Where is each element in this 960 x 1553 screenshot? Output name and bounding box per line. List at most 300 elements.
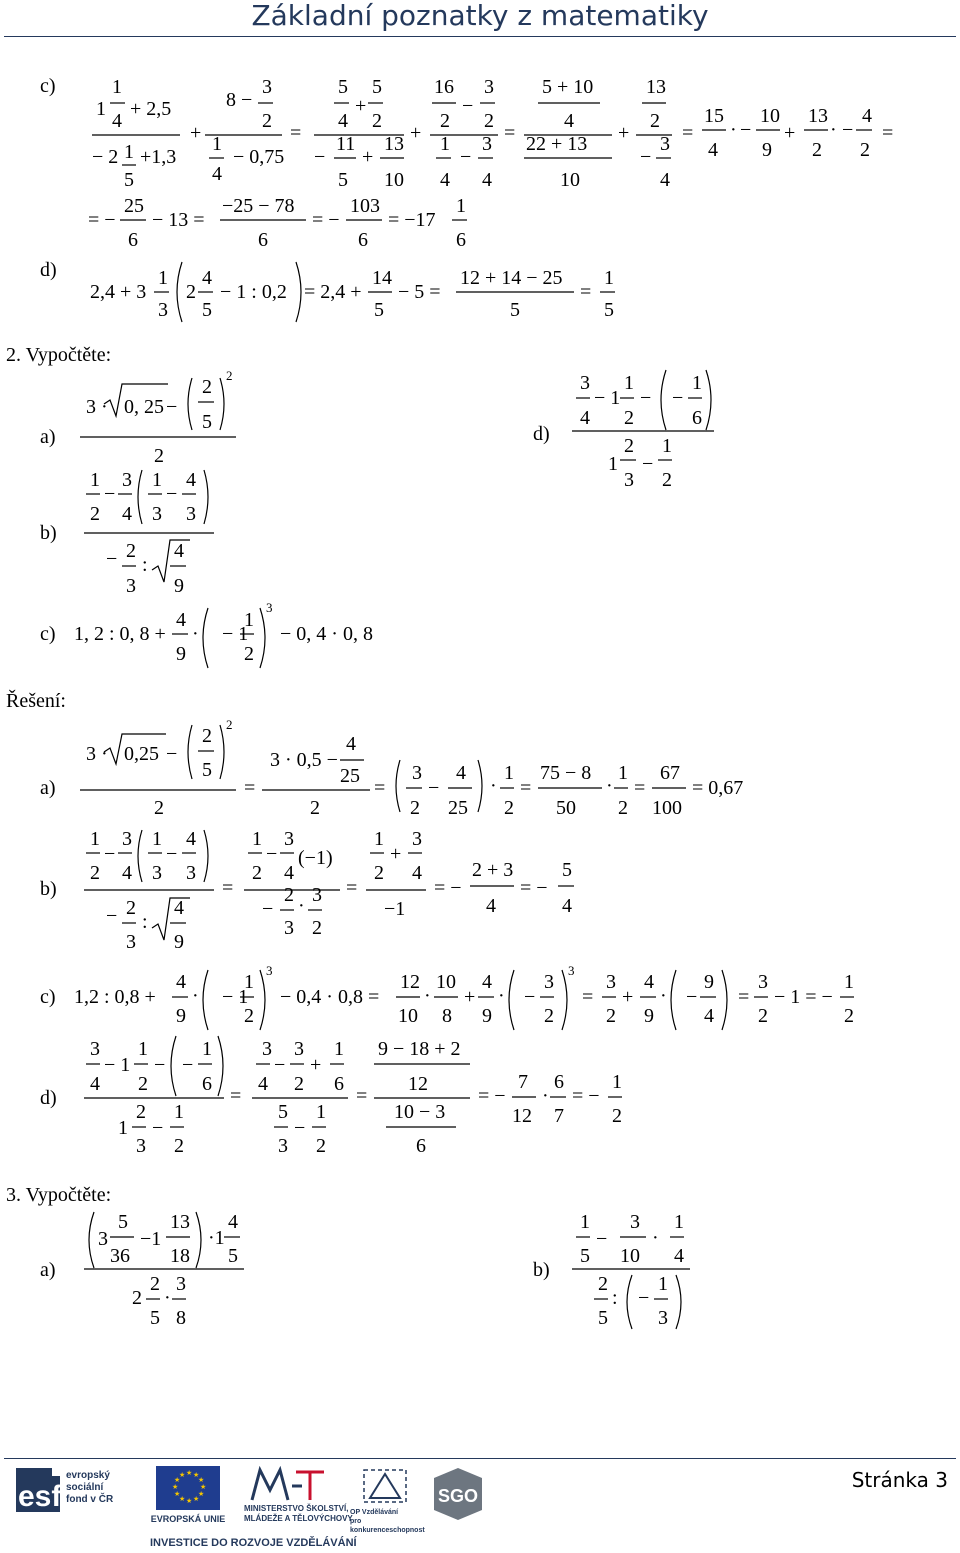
svg-text:36: 36 — [110, 1245, 130, 1267]
section-3-heading: 3. Vypočtěte: — [6, 1184, 112, 1206]
svg-text:11: 11 — [336, 133, 356, 155]
svg-text:18: 18 — [170, 1245, 190, 1267]
svg-text:3: 3 — [484, 76, 494, 98]
svg-text:3: 3 — [122, 469, 132, 491]
svg-text:9: 9 — [176, 643, 186, 665]
svg-text:67: 67 — [660, 762, 680, 784]
svg-text:6: 6 — [128, 229, 138, 251]
svg-text:·: · — [490, 775, 497, 797]
svg-text:·: · — [298, 895, 305, 917]
svg-text:− 0, 4 · 0, 8: − 0, 4 · 0, 8 — [280, 623, 373, 645]
svg-text:25: 25 — [340, 765, 360, 787]
svg-text:−: − — [152, 1117, 164, 1139]
svg-text:3: 3 — [122, 828, 132, 850]
svg-text:★: ★ — [198, 1490, 205, 1498]
op-logo — [338, 1466, 428, 1534]
svg-text:1: 1 — [692, 372, 702, 394]
label-a-3: a) — [40, 1259, 56, 1281]
svg-text:5: 5 — [562, 859, 572, 881]
svg-text:= −: = − — [478, 1085, 506, 1107]
label-d-top: d) — [40, 259, 57, 281]
svg-text:2: 2 — [812, 139, 822, 161]
svg-text:10: 10 — [384, 169, 404, 191]
svg-text:=: = — [290, 122, 302, 144]
svg-text:2: 2 — [440, 110, 450, 132]
svg-text:2: 2 — [132, 1287, 142, 1309]
msmt-text-1: MINISTERSTVO ŠKOLSTVÍ, — [244, 1504, 349, 1513]
svg-text:4: 4 — [338, 110, 348, 132]
svg-text:− 0,4 · 0,8 =: − 0,4 · 0,8 = — [280, 986, 380, 1008]
label-d-sol: d) — [40, 1087, 57, 1109]
svg-text:8 −: 8 − — [226, 89, 253, 111]
label-b-2: b) — [40, 522, 57, 544]
svg-text:6: 6 — [692, 407, 702, 429]
svg-text:3: 3 — [624, 469, 634, 491]
svg-text:1: 1 — [152, 469, 162, 491]
label-a-2: a) — [40, 426, 56, 448]
svg-text:9 − 18 + 2: 9 − 18 + 2 — [378, 1038, 461, 1060]
svg-text:−: − — [842, 119, 854, 141]
svg-text:1,2 : 0,8 +: 1,2 : 0,8 + — [74, 986, 156, 1008]
svg-text:−: − — [672, 387, 684, 409]
svg-text:2,4 + 3: 2,4 + 3 — [90, 281, 147, 303]
svg-text:2: 2 — [374, 862, 384, 884]
svg-text:3: 3 — [262, 76, 272, 98]
svg-text:= −: = − — [572, 1085, 600, 1107]
svg-text:−: − — [596, 1228, 608, 1250]
svg-text:8: 8 — [442, 1005, 452, 1027]
svg-text:3: 3 — [284, 828, 294, 850]
svg-text:0,25: 0,25 — [124, 743, 159, 765]
svg-text:=: = — [244, 777, 256, 799]
svg-text:4: 4 — [704, 1005, 714, 1027]
svg-text:−: − — [462, 95, 474, 117]
svg-text:12 + 14 − 25: 12 + 14 − 25 — [460, 267, 563, 289]
svg-text:2: 2 — [624, 407, 634, 429]
svg-text:25: 25 — [124, 195, 144, 217]
svg-text:1: 1 — [604, 267, 614, 289]
svg-text:2: 2 — [154, 797, 164, 819]
svg-text:2: 2 — [226, 368, 233, 383]
svg-text:9: 9 — [482, 1005, 492, 1027]
svg-text:3: 3 — [660, 133, 670, 155]
esf-text-1: evropský — [66, 1470, 110, 1481]
svg-text:+: + — [784, 122, 796, 144]
svg-text:4: 4 — [862, 105, 872, 127]
svg-text:4: 4 — [708, 139, 718, 161]
svg-text:=: = — [582, 986, 594, 1008]
svg-text:2: 2 — [126, 897, 136, 919]
svg-text:10 − 3: 10 − 3 — [394, 1101, 446, 1123]
svg-text:1: 1 — [608, 453, 618, 475]
label-c-2: c) — [40, 623, 56, 645]
svg-text:−: − — [104, 483, 116, 505]
svg-text:3: 3 — [186, 503, 196, 525]
svg-text::: : — [612, 1287, 618, 1309]
svg-text:4: 4 — [122, 862, 132, 884]
svg-text::: : — [142, 554, 148, 576]
svg-text:4: 4 — [674, 1245, 684, 1267]
svg-text:= −: = − — [434, 877, 462, 899]
svg-text:4: 4 — [486, 895, 496, 917]
svg-text:6: 6 — [456, 229, 466, 251]
svg-text:4: 4 — [174, 540, 184, 562]
svg-text:+: + — [362, 146, 374, 168]
svg-text:− 1 = −: − 1 = − — [774, 986, 833, 1008]
svg-text:1: 1 — [158, 267, 168, 289]
svg-text:2: 2 — [90, 503, 100, 525]
svg-text:2: 2 — [624, 435, 634, 457]
svg-text:★: ★ — [174, 1476, 181, 1484]
svg-text:−1: −1 — [140, 1228, 162, 1250]
svg-text:50: 50 — [556, 797, 576, 819]
investment-caption: INVESTICE DO ROZVOJE VZDĚLÁVÁNÍ — [150, 1537, 357, 1549]
svg-text:2: 2 — [138, 1073, 148, 1095]
svg-text:1: 1 — [618, 762, 628, 784]
svg-text:6: 6 — [416, 1135, 426, 1157]
svg-text:1: 1 — [334, 1038, 344, 1060]
svg-text:−: − — [106, 548, 118, 570]
svg-text:4: 4 — [174, 897, 184, 919]
svg-text:−: − — [740, 119, 752, 141]
svg-text:2: 2 — [484, 110, 494, 132]
svg-text:−: − — [460, 146, 472, 168]
svg-text:1: 1 — [90, 469, 100, 491]
svg-text:7: 7 — [518, 1071, 528, 1093]
svg-text:4: 4 — [258, 1073, 268, 1095]
svg-text:1: 1 — [612, 1071, 622, 1093]
svg-text:+: + — [410, 122, 422, 144]
msmt-text-2: MLÁDEŽE A TĚLOVÝCHOVY — [244, 1514, 353, 1523]
svg-text:2: 2 — [598, 1273, 608, 1295]
svg-text:2: 2 — [618, 797, 628, 819]
svg-text:4: 4 — [644, 971, 654, 993]
svg-text:5: 5 — [202, 759, 212, 781]
svg-text:9: 9 — [762, 139, 772, 161]
svg-text:0, 25: 0, 25 — [124, 396, 164, 418]
svg-text:1: 1 — [90, 828, 100, 850]
svg-text:1: 1 — [138, 1038, 148, 1060]
svg-text:= −: = − — [520, 877, 548, 899]
svg-text:4: 4 — [456, 762, 466, 784]
svg-text:4: 4 — [90, 1073, 100, 1095]
svg-text:12: 12 — [400, 971, 420, 993]
svg-text:5: 5 — [338, 76, 348, 98]
svg-text:2: 2 — [154, 445, 164, 467]
svg-text:★: ★ — [179, 1471, 186, 1479]
svg-text:2: 2 — [244, 643, 254, 665]
svg-text:1: 1 — [674, 1211, 684, 1233]
svg-text:− 13 =: − 13 = — [152, 209, 205, 231]
svg-text:5: 5 — [374, 299, 384, 321]
svg-text:3: 3 — [126, 931, 136, 953]
label-a-sol: a) — [40, 777, 56, 799]
svg-text:·: · — [498, 985, 505, 1007]
svg-text:− 0,75: − 0,75 — [233, 146, 285, 168]
svg-text:14: 14 — [372, 267, 392, 289]
svg-text:100: 100 — [652, 797, 682, 819]
svg-text:2: 2 — [860, 139, 870, 161]
svg-text:1: 1 — [152, 828, 162, 850]
svg-text:2: 2 — [504, 797, 514, 819]
svg-text:2: 2 — [150, 1273, 160, 1295]
svg-text:·: · — [652, 1227, 659, 1249]
esf-text-2: sociální — [66, 1482, 104, 1493]
svg-text:2: 2 — [294, 1073, 304, 1095]
op-triangle-icon — [360, 1466, 410, 1506]
svg-text:−: − — [686, 986, 698, 1008]
svg-text:·: · — [192, 623, 199, 645]
svg-text:+: + — [355, 95, 367, 117]
svg-text:3: 3 — [158, 299, 168, 321]
svg-text:·: · — [830, 119, 837, 141]
label-c-sol: c) — [40, 986, 56, 1008]
svg-text:2: 2 — [410, 797, 420, 819]
svg-text:4: 4 — [202, 267, 212, 289]
svg-text:3: 3 — [658, 1307, 668, 1329]
svg-text:5: 5 — [118, 1211, 128, 1233]
svg-text:1: 1 — [174, 1101, 184, 1123]
svg-text:·: · — [192, 985, 199, 1007]
eu-flag-icon — [156, 1466, 220, 1510]
svg-text:3: 3 — [580, 372, 590, 394]
msmt-mark-icon — [250, 1466, 330, 1502]
svg-text:− 2: − 2 — [92, 146, 119, 168]
svg-text:103: 103 — [350, 195, 380, 217]
svg-text:1: 1 — [112, 76, 122, 98]
svg-text:3: 3 — [126, 575, 136, 597]
svg-text:3: 3 — [90, 1038, 100, 1060]
svg-text:5: 5 — [202, 411, 212, 433]
svg-text:= 2,4 +: = 2,4 + — [304, 281, 362, 303]
svg-text:★: ★ — [172, 1483, 179, 1491]
svg-text:8: 8 — [176, 1307, 186, 1329]
sgo-logo — [430, 1466, 486, 1522]
svg-text:5: 5 — [228, 1245, 238, 1267]
svg-text:13: 13 — [384, 133, 404, 155]
svg-text:−: − — [166, 483, 178, 505]
svg-text:2: 2 — [202, 376, 212, 398]
svg-text:=: = — [374, 777, 386, 799]
svg-text:= −17: = −17 — [388, 209, 436, 231]
svg-text:1: 1 — [440, 133, 450, 155]
svg-text:1: 1 — [252, 828, 262, 850]
svg-text:10: 10 — [760, 105, 780, 127]
svg-text:6: 6 — [358, 229, 368, 251]
svg-text:−: − — [166, 743, 178, 765]
svg-text:9: 9 — [176, 1005, 186, 1027]
svg-text:5: 5 — [510, 299, 520, 321]
svg-text:4: 4 — [346, 733, 356, 755]
svg-text:4: 4 — [212, 163, 222, 185]
svg-text:= −: = − — [88, 209, 116, 231]
svg-text:− 1: − 1 — [104, 1054, 131, 1076]
svg-text:1: 1 — [658, 1273, 668, 1295]
svg-text:2: 2 — [126, 540, 136, 562]
svg-text:12: 12 — [512, 1105, 532, 1127]
page-title: Základní poznatky z matematiky — [251, 0, 709, 32]
svg-text:16: 16 — [434, 76, 454, 98]
svg-text:5: 5 — [604, 299, 614, 321]
svg-text:=: = — [634, 777, 646, 799]
svg-text:3: 3 — [98, 1228, 108, 1250]
svg-text:6: 6 — [554, 1071, 564, 1093]
svg-text:2 + 3: 2 + 3 — [472, 859, 514, 881]
svg-text:+: + — [390, 843, 402, 865]
svg-text:3: 3 — [176, 1273, 186, 1295]
svg-text:12: 12 — [408, 1073, 428, 1095]
svg-text:+: + — [622, 986, 634, 1008]
svg-text:−: − — [640, 146, 652, 168]
svg-text:10: 10 — [560, 169, 580, 191]
svg-text:3: 3 — [262, 1038, 272, 1060]
svg-text:2: 2 — [316, 1135, 326, 1157]
eu-caption: EVROPSKÁ UNIE — [150, 1514, 226, 1524]
svg-text:=: = — [356, 1085, 368, 1107]
svg-text:= 0,67: = 0,67 — [692, 777, 744, 799]
svg-text:4: 4 — [412, 862, 422, 884]
svg-text:4: 4 — [176, 971, 186, 993]
svg-text:6: 6 — [334, 1073, 344, 1095]
svg-text:− 1: − 1 — [222, 986, 249, 1008]
svg-text:4: 4 — [580, 407, 590, 429]
svg-text:★: ★ — [179, 1495, 186, 1503]
svg-text:★: ★ — [200, 1483, 207, 1491]
svg-text:−: − — [154, 1054, 166, 1076]
svg-text:4: 4 — [112, 110, 122, 132]
svg-text:− 1: − 1 — [222, 623, 249, 645]
svg-text:4: 4 — [122, 503, 132, 525]
svg-text:★: ★ — [198, 1476, 205, 1484]
svg-text:=: = — [580, 281, 592, 303]
sgo-badge-icon — [430, 1466, 486, 1522]
svg-text:1: 1 — [202, 1038, 212, 1060]
svg-text:1: 1 — [374, 828, 384, 850]
svg-text:3: 3 — [152, 503, 162, 525]
svg-text:4: 4 — [186, 828, 196, 850]
svg-text:−: − — [638, 1287, 650, 1309]
svg-text:5 + 10: 5 + 10 — [542, 76, 594, 98]
svg-text:3: 3 — [266, 963, 273, 978]
svg-text:9: 9 — [704, 971, 714, 993]
svg-text:2: 2 — [372, 110, 382, 132]
svg-text:4: 4 — [482, 971, 492, 993]
eu-logo — [140, 1466, 236, 1528]
svg-text:=: = — [738, 986, 750, 1008]
svg-text:6: 6 — [202, 1073, 212, 1095]
svg-text:1: 1 — [244, 971, 254, 993]
svg-text:3: 3 — [758, 971, 768, 993]
svg-text:·1: ·1 — [208, 1227, 225, 1249]
svg-text:4: 4 — [284, 862, 294, 884]
svg-text:3: 3 — [294, 1038, 304, 1060]
svg-text:5: 5 — [202, 299, 212, 321]
svg-text:−: − — [294, 1117, 306, 1139]
solutions-heading: Řešení: — [6, 690, 66, 712]
svg-text:·: · — [730, 119, 737, 141]
svg-text:7: 7 — [554, 1105, 564, 1127]
svg-text:4: 4 — [228, 1211, 238, 1233]
svg-text:+: + — [618, 122, 630, 144]
svg-text:− 1 : 0,2: − 1 : 0,2 — [220, 281, 287, 303]
svg-text:3: 3 — [186, 862, 196, 884]
sgo-text: SGO — [438, 1486, 479, 1506]
svg-text:esf: esf — [18, 1480, 62, 1513]
svg-text:3: 3 — [278, 1135, 288, 1157]
svg-text:15: 15 — [704, 105, 724, 127]
svg-text:2: 2 — [758, 1005, 768, 1027]
svg-text:1: 1 — [580, 1211, 590, 1233]
svg-text:★: ★ — [174, 1490, 181, 1498]
svg-text:1: 1 — [662, 435, 672, 457]
svg-text:3: 3 — [312, 884, 322, 906]
svg-text:=: = — [230, 1085, 242, 1107]
label-b-3: b) — [533, 1259, 550, 1281]
svg-text:★: ★ — [186, 1469, 193, 1477]
svg-text:·: · — [542, 1085, 549, 1107]
svg-text:4: 4 — [660, 169, 670, 191]
svg-text:+1,3: +1,3 — [140, 146, 177, 168]
svg-text:=: = — [520, 777, 532, 799]
svg-text:=: = — [504, 122, 516, 144]
svg-text:−: − — [262, 898, 274, 920]
svg-text:−: − — [166, 843, 178, 865]
svg-text:1, 2 : 0, 8 +: 1, 2 : 0, 8 + — [74, 623, 166, 645]
svg-text:4: 4 — [440, 169, 450, 191]
svg-text:3: 3 — [136, 1135, 146, 1157]
footer-divider — [4, 1458, 956, 1459]
svg-text:9: 9 — [644, 1005, 654, 1027]
svg-text:2: 2 — [186, 281, 196, 303]
svg-text:2: 2 — [244, 1005, 254, 1027]
svg-text:1: 1 — [96, 98, 106, 120]
svg-text:·: · — [164, 1287, 171, 1309]
svg-text:5: 5 — [278, 1101, 288, 1123]
svg-text:2: 2 — [544, 1005, 554, 1027]
svg-text:9: 9 — [174, 931, 184, 953]
svg-text:3: 3 — [412, 828, 422, 850]
svg-text:3 · 0,5 −: 3 · 0,5 − — [270, 749, 338, 771]
svg-text:5: 5 — [372, 76, 382, 98]
label-c-top: c) — [40, 75, 56, 97]
svg-text:3: 3 — [630, 1211, 640, 1233]
svg-text:−: − — [314, 146, 326, 168]
svg-text:−: − — [166, 396, 178, 418]
svg-text:−: − — [266, 843, 278, 865]
svg-text:4: 4 — [482, 169, 492, 191]
svg-text:75 − 8: 75 − 8 — [540, 762, 592, 784]
svg-text:5: 5 — [598, 1307, 608, 1329]
svg-text:5: 5 — [124, 169, 134, 191]
svg-text:★: ★ — [193, 1495, 200, 1503]
svg-text:−: − — [106, 905, 118, 927]
svg-text:2: 2 — [284, 884, 294, 906]
svg-text:−: − — [182, 1054, 194, 1076]
svg-text:4: 4 — [186, 469, 196, 491]
svg-text:3: 3 — [482, 133, 492, 155]
svg-text:2: 2 — [90, 862, 100, 884]
svg-text:2: 2 — [310, 797, 320, 819]
svg-text:−: − — [104, 843, 116, 865]
svg-text:−1: −1 — [384, 898, 406, 920]
svg-text:2: 2 — [226, 717, 233, 732]
op-text-2: pro konkurenceschopnost — [350, 1518, 425, 1534]
svg-text:2: 2 — [252, 862, 262, 884]
svg-text:2: 2 — [662, 469, 672, 491]
svg-text:2: 2 — [202, 725, 212, 747]
svg-text:+: + — [190, 122, 202, 144]
label-b-sol: b) — [40, 878, 57, 900]
